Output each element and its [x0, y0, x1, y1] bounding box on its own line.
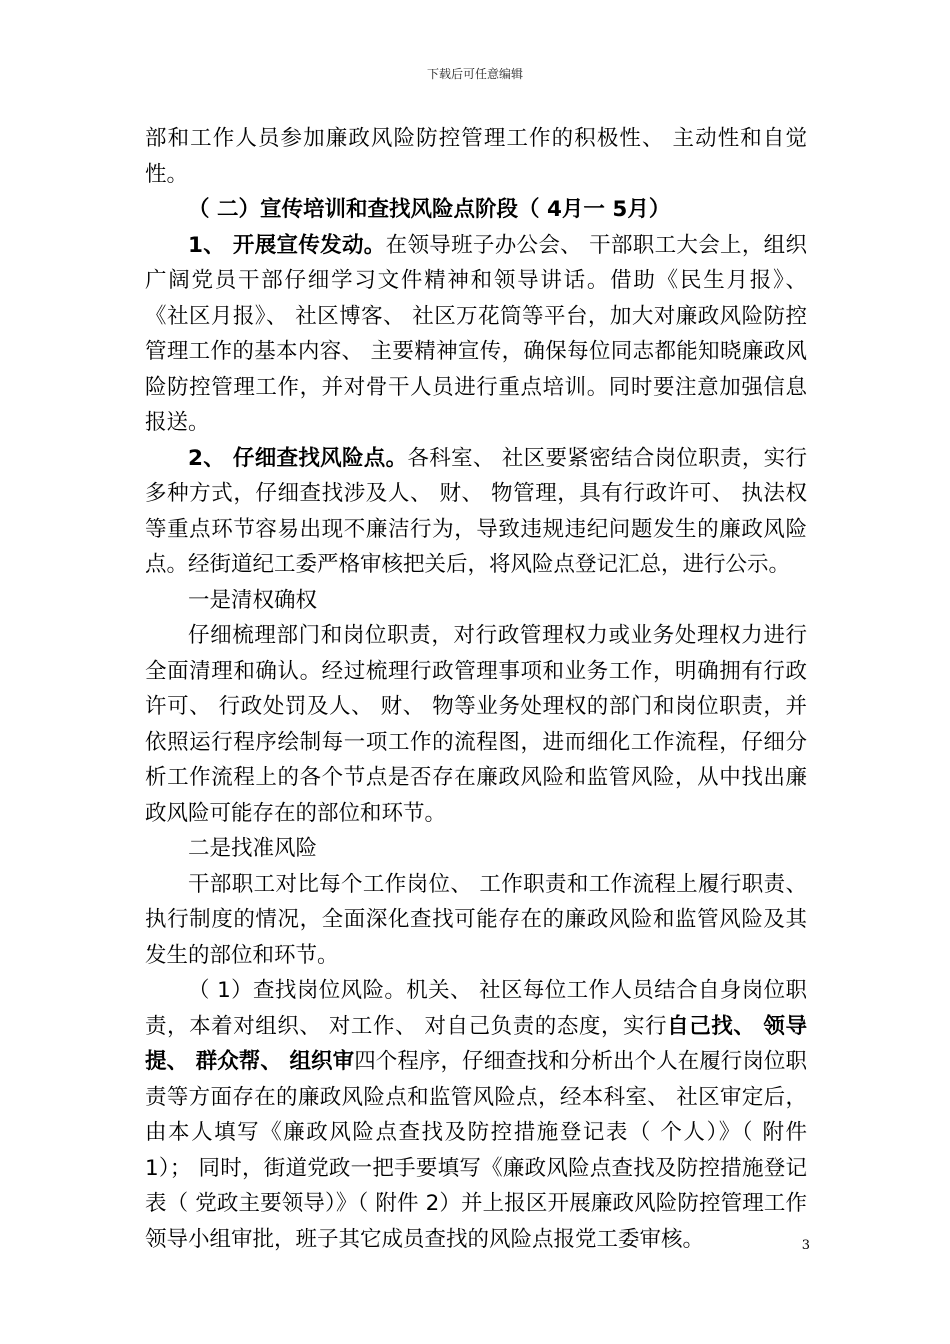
paragraph-publicity — [145, 228, 807, 441]
post-risk-text-end: 四个程序，仔细查找和分析出个人在履行岗位职责等方面存在的廉政风险点和监管风险点，经本科室、 社区审定后，由本人填写《廉政风险点查找及防控措施登记表（ 个人）》（ 附件 1）； 同时，街道党政一把手要填写《廉政风险点查找及防控措施登记表（ 党政主要领导）》（ 附件 2）并上报区开展廉政风险防控管理工作领导小组审批，班子其它成员查找的风险点报党工委审核。 — [145, 1049, 807, 1252]
paragraph-continuation: 部和工作人员参加廉政风险防控管理工作的积极性、 主动性和自觉性。 — [145, 126, 807, 187]
item-body-risk-finding: 各科室、 社区要紧密结合岗位职责，实行多种方式，仔细查找涉及人、 财、 物管理，具有行政许可、 执法权等重点环节容易出现不廉洁行为，导致违规违纪问题发生的廉政风险点。经街道纪工委严格审核把关后，将风险点登记汇总，进行公示。 — [145, 445, 807, 577]
post-risk-procedures: 自己找、 领导提、 群众帮、 组织审 — [145, 1013, 807, 1074]
paragraph-risk-finding — [145, 441, 807, 583]
paragraph-clear-rights: 仔细梳理部门和岗位职责，对行政管理权力或业务处理权力进行全面清理和确认。经过梳理行政管理事项和业务工作，明确拥有行政许可、 行政处罚及人、 财、 物等业务处理权的部门和岗位职责，并依照运行程序绘制每一项工作的流程图，进而细化工作流程，仔细分析工作流程上的各个节点是否存在廉政风险和监管风险，从中找出廉政风险可能存在的部位和环节。 — [145, 623, 807, 826]
page-number: 3 — [801, 1238, 810, 1253]
section-heading: （ 二）宣传培训和查找风险点阶段（ 4月一 5月） — [188, 197, 671, 222]
paragraph-post-risk — [145, 973, 807, 1257]
item-body-publicity: 在领导班子办公会、 干部职工大会上，组织广阔党员干部仔细学习文件精神和领导讲话。借助《民生月报》、 《社区月报》、 社区博客、 社区万花筒等平台，加大对廉政风险防控管理工作的基本内容、 主要精神宣传，确保每位同志都能知晓廉政风险防控管理工作，并对骨干人员进行重点培训。同时要注意加强信息报送。 — [145, 232, 807, 435]
item-heading-risk-finding: 2、 仔细查找风险点。 — [188, 445, 408, 471]
page-header: 下载后可任意编辑 — [426, 67, 523, 81]
subheading-find-risks: 二是找准风险 — [188, 836, 318, 861]
item-heading-publicity: 1、 开展宣传发动。 — [188, 232, 386, 258]
document-body — [145, 121, 807, 1257]
paragraph-find-risks: 干部职工对比每个工作岗位、 工作职责和工作流程上履行职责、 执行制度的情况，全面深化查找可能存在的廉政风险和监管风险及其发生的部位和环节。 — [145, 871, 807, 968]
post-risk-text-start: （ 1）查找岗位风险。机关、 社区每位工作人员结合自身岗位职责，本着对组织、 对工作、 对自己负责的态度，实行 — [145, 978, 807, 1039]
subheading-clear-rights: 一是清权确权 — [188, 587, 318, 613]
